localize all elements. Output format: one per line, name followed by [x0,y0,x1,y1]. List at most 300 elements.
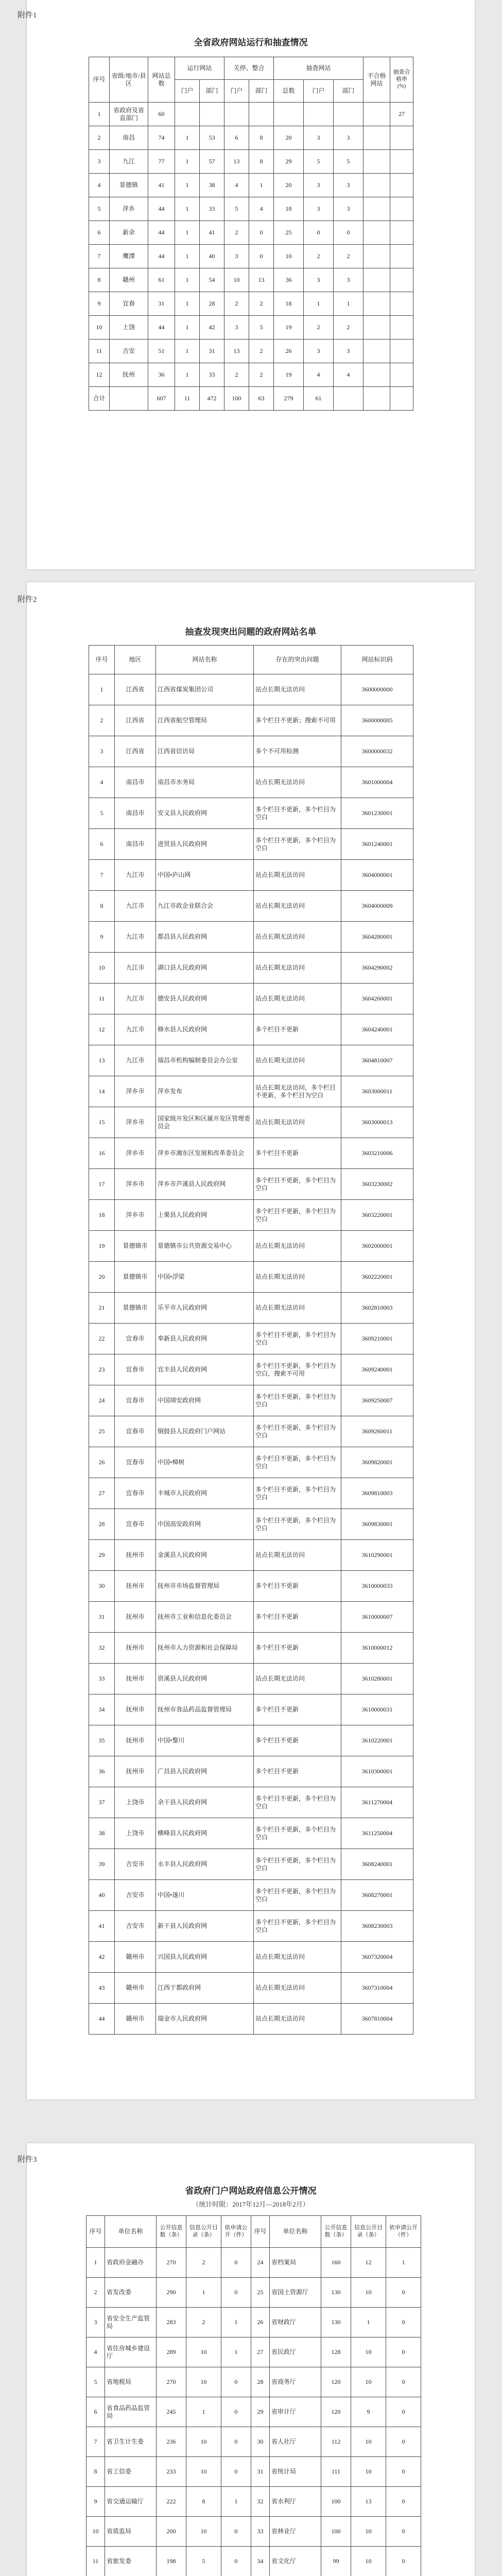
t2-cell: 宜春市 [115,1447,156,1478]
t1-cell [390,245,413,268]
t1-cell: 38 [200,174,224,197]
t2-cell: 3610000007 [341,1602,413,1633]
t3-cell: 0 [221,2427,251,2457]
t2-cell: 41 [89,1911,115,1942]
t2-cell: 南昌市 [115,767,156,798]
t1-cell: 44 [148,245,175,268]
t3-cell: 1 [186,2278,221,2308]
t2-cell: 3609810003 [341,1478,413,1509]
t1-h-check-portal: 门户 [304,80,334,103]
t2-cell: 站点长期无法访问 [254,860,341,891]
t3-cell: 省水利厅 [270,2487,321,2517]
t1-cell: 2 [249,340,274,363]
t3-cell: 111 [321,2457,351,2487]
t3-cell: 10 [186,2367,221,2397]
t2-cell: 江西省 [115,674,156,705]
t3-cell: 270 [157,2248,186,2278]
t1-cell: 1 [175,197,200,221]
t2-cell: 兴国县人民政府网 [156,1942,254,1973]
t1-cell: 3 [334,197,363,221]
t2-cell: 18 [89,1200,115,1231]
t2-cell: 抚州市工业和信息化委员会 [156,1602,254,1633]
t1-cell: 3 [304,197,334,221]
t3-cell: 32 [251,2487,270,2517]
t2-cell: 瑞昌市机构编制委员会办公室 [156,1045,254,1076]
t3-cell: 省财政厅 [270,2308,321,2337]
t1-cell: 抚州 [110,363,148,387]
t3-cell: 省发改委 [105,2278,157,2308]
t2-cell: 赣州市 [115,1942,156,1973]
t3-cell: 222 [157,2487,186,2517]
t1-cell: 1 [304,292,334,316]
table-row [86,2547,421,2576]
t2-cell: 宜春市 [115,1509,156,1540]
table1 [89,57,413,411]
t2-cell: 3601230001 [341,798,413,829]
t3-cell: 112 [321,2427,351,2457]
t2-cell: 资溪县人民政府网 [156,1664,254,1694]
t2-cell: 新干县人民政府网 [156,1911,254,1942]
t3-cell: 130 [321,2278,351,2308]
t2-cell: 3611270004 [341,1787,413,1818]
t2-cell: 多个栏目不更新 [254,1014,341,1045]
t1-cell: 77 [148,150,175,174]
t1-cell: 54 [200,268,224,292]
t1-cell: 60 [148,103,175,126]
t2-cell: 38 [89,1818,115,1849]
table-row [89,1014,413,1045]
t2-cell: 九江市 [115,860,156,891]
t1-cell: 3 [334,126,363,150]
t2-cell: 3 [89,736,115,767]
t3-cell: 省文化厅 [270,2547,321,2576]
t1-h-dept: 部门 [200,80,224,103]
t1-h-rate: 抽查合格率(%) [390,57,413,103]
t3-cell: 省住房城乡建设厅 [105,2337,157,2367]
t3-cell: 省交通运输厅 [105,2487,157,2517]
t2-cell: 萍乡市 [115,1169,156,1200]
t2-cell: 24 [89,1385,115,1416]
t2-cell: 3610300001 [341,1756,413,1787]
t2-cell: 30 [89,1571,115,1602]
table-row [89,953,413,984]
t1-cell: 3 [334,268,363,292]
attachment-label-2: 附件2 [18,596,37,604]
t1-h-portal: 门户 [175,80,200,103]
t3-cell: 省质监局 [105,2517,157,2547]
t2-cell: 吉安市 [115,1849,156,1880]
t3-cell: 省商务厅 [270,2367,321,2397]
table-row [89,767,413,798]
t1-cell [390,268,413,292]
t1-cell: 472 [200,387,224,411]
t1-cell: 2 [89,126,110,150]
t2-cell: 3609830001 [341,1509,413,1540]
t2-cell: 九江市 [115,891,156,922]
t2-cell: 抚州市 [115,1725,156,1756]
t2-cell: 3601000004 [341,767,413,798]
t1-cell: 13 [224,150,249,174]
t2-cell: 多个栏目不更新，多个栏目为空白 [254,1478,341,1509]
t2-cell: 上饶市 [115,1787,156,1818]
t2-cell: 3610000012 [341,1633,413,1664]
t1-cell: 省政府及省直部门 [110,103,148,126]
t1-cell: 0 [304,221,334,245]
table-row [86,2517,421,2547]
table-row [89,1849,413,1880]
table-row [89,1602,413,1633]
t2-cell: 多个栏目不更新，多个栏目为空白 [254,1509,341,1540]
t2-cell: 28 [89,1509,115,1540]
table-row [89,1478,413,1509]
t1-h-seq: 序号 [89,57,110,103]
t1-h-checked: 抽查网站 [274,57,363,80]
table-row [89,221,413,245]
t3-cell: 30 [251,2427,270,2457]
table-row [86,2308,421,2337]
t1-cell [390,363,413,387]
t1-cell: 上饶 [110,316,148,340]
t1-cell: 20 [274,126,304,150]
t2-cell: 中国靖安政府网 [156,1385,254,1416]
t1-cell: 2 [249,363,274,387]
t3-cell: 12 [351,2248,386,2278]
t1-cell [363,316,390,340]
t2-cell: 国家级开发区和区属开发区管理委员会 [156,1107,254,1138]
t1-cell: 74 [148,126,175,150]
t2-cell: 赣州市 [115,1973,156,2004]
t3-h-unit-b: 单位名称 [270,2216,321,2248]
t1-cell [363,103,390,126]
t2-h-area: 地区 [115,646,156,674]
t2-cell: 3610000033 [341,1571,413,1602]
t2-cell: 萍乡发布 [156,1076,254,1107]
t2-cell: 都昌县人民政府网 [156,922,254,953]
t1-cell [363,268,390,292]
t2-cell: 余干县人民政府网 [156,1787,254,1818]
t1-cell: 1 [249,174,274,197]
t2-cell: 31 [89,1602,115,1633]
t2-cell: 多个栏目不更新，多个栏目为空白 [254,1200,341,1231]
t1-cell [390,340,413,363]
t1-cell: 40 [200,245,224,268]
t1-cell: 5 [89,197,110,221]
t2-cell: 多个栏目不更新，多个栏目为空白 [254,1911,341,1942]
table3 [86,2215,421,2576]
t2-cell: 上饶市 [115,1818,156,1849]
t3-h-unit-a: 单位名称 [105,2216,157,2248]
t2-cell: 43 [89,1973,115,2004]
t1-cell: 33 [200,197,224,221]
t2-cell: 3602810003 [341,1293,413,1324]
t2-cell: 萍乡市 [115,1076,156,1107]
table-row [89,1293,413,1324]
t1-cell: 1 [175,245,200,268]
t1-cell: 29 [274,150,304,174]
t1-cell: 1 [175,126,200,150]
t3-cell: 120 [321,2397,351,2427]
t3-cell: 33 [251,2517,270,2547]
t1-cell: 新余 [110,221,148,245]
t2-cell: 3600000005 [341,705,413,736]
t1-cell: 鹰潭 [110,245,148,268]
t3-cell: 省档案局 [270,2248,321,2278]
t1-cell: 5 [249,316,274,340]
t1-cell: 13 [249,268,274,292]
t1-cell: 57 [200,150,224,174]
table3-note: （统计时限：2017年12月—2018年2月） [192,2200,309,2208]
t3-cell: 10 [186,2427,221,2457]
t3-cell: 1 [221,2308,251,2337]
t1-cell: 8 [89,268,110,292]
t2-cell: 站点长期无法访问 [254,1973,341,2004]
t1-cell: 4 [224,174,249,197]
t3-h-info-a: 公开信息数（条） [157,2216,186,2248]
t2-cell: 15 [89,1107,115,1138]
table-row [89,1818,413,1849]
t3-cell: 2 [186,2248,221,2278]
t3-cell: 0 [386,2457,421,2487]
t2-cell: 湖口县人民政府网 [156,953,254,984]
t1-cell [390,197,413,221]
t3-cell: 省旅发委 [105,2547,157,2576]
t2-cell: 进贤县人民政府网 [156,829,254,860]
t1-cell [363,126,390,150]
t2-cell: 抚州市 [115,1756,156,1787]
t3-cell: 233 [157,2457,186,2487]
t2-cell: 宜春市 [115,1416,156,1447]
page-3 [18,2143,475,2576]
t3-cell: 283 [157,2308,186,2337]
t1-cell: 44 [148,316,175,340]
t3-cell: 10 [351,2457,386,2487]
table-row [89,1138,413,1169]
t1-cell: 宜春 [110,292,148,316]
t1-cell: 萍乡 [110,197,148,221]
table-row [86,2487,421,2517]
table-row [89,103,413,126]
t2-cell: 抚州市 [115,1664,156,1694]
t2-cell: 13 [89,1045,115,1076]
t1-cell: 7 [89,245,110,268]
t1-cell: 1 [175,174,200,197]
t3-cell: 31 [251,2457,270,2487]
t2-cell: 中国•遂川 [156,1880,254,1911]
t3-cell: 10 [351,2337,386,2367]
t2-cell: 多个栏目不更新，多个栏目为空白 [254,1385,341,1416]
table-row [89,174,413,197]
t2-cell: 站点长期无法访问 [254,891,341,922]
t1-cell: 赣州 [110,268,148,292]
t3-cell: 130 [321,2308,351,2337]
t1-cell: 2 [224,292,249,316]
t3-cell: 省食品药品监管局 [105,2397,157,2427]
t3-h-seq-a: 序号 [86,2216,105,2248]
t2-cell: 南昌市 [115,798,156,829]
t2-cell: 3611250004 [341,1818,413,1849]
t2-cell: 多个栏目不更新，多个栏目为空白 [254,829,341,860]
t1-cell: 4 [334,363,363,387]
table-row [89,1045,413,1076]
t1-cell: 8 [249,150,274,174]
t1-cell: 25 [274,221,304,245]
table-row [89,829,413,860]
t1-cell: 吉安 [110,340,148,363]
t1-cell [110,387,148,411]
table-row [89,126,413,150]
t1-cell: 3 [334,340,363,363]
t2-cell: 多个栏目不更新 [254,1756,341,1787]
t1-cell: 3 [304,268,334,292]
t2-cell: 九江市 [115,953,156,984]
table-row [86,2457,421,2487]
t2-cell: 宜春市 [115,1478,156,1509]
t2-cell: 3603000011 [341,1076,413,1107]
t3-cell: 1 [351,2308,386,2337]
t3-cell: 28 [251,2367,270,2397]
t1-cell: 10 [89,316,110,340]
t2-cell: 宜春市 [115,1324,156,1354]
table-row [89,1756,413,1787]
t2-cell: 多个不可用检测 [254,736,341,767]
t1-h-fail: 不合格网站 [363,57,390,103]
t3-cell: 1 [221,2487,251,2517]
t2-cell: 3604260001 [341,984,413,1014]
t1-cell: 2 [249,292,274,316]
table-row [89,340,413,363]
t2-cell: 3604290002 [341,953,413,984]
t1-cell: 44 [148,221,175,245]
t2-cell: 多个栏目不更新，多个栏目为空白 [254,1169,341,1200]
t3-cell: 160 [321,2248,351,2278]
t3-cell: 省林业厅 [270,2517,321,2547]
t2-cell: 3609240001 [341,1354,413,1385]
t3-cell: 10 [86,2517,105,2547]
t1-cell: 61 [148,268,175,292]
table3-title: 省政府门户网站政府信息公开情况 [185,2186,317,2196]
t3-h-dir-a: 信息公开目录（条） [186,2216,221,2248]
table-row [89,197,413,221]
t1-cell [363,221,390,245]
t3-cell: 11 [86,2547,105,2576]
t1-cell [224,103,249,126]
t3-cell: 10 [186,2457,221,2487]
t2-cell: 德安县人民政府网 [156,984,254,1014]
table-row [89,1664,413,1694]
t3-cell: 8 [186,2487,221,2517]
t3-h-req-a: 依申请公开（件） [221,2216,251,2248]
t2-cell: 多个栏目不更新，多个栏目为空白 [254,1324,341,1354]
t2-cell: 多个栏目不更新，多个栏目为空白 [254,1416,341,1447]
t2-cell: 16 [89,1138,115,1169]
t2-cell: 12 [89,1014,115,1045]
t1-cell [274,103,304,126]
t3-cell: 10 [186,2337,221,2367]
t1-cell: 6 [89,221,110,245]
t1-cell: 1 [175,292,200,316]
t3-cell: 9 [86,2487,105,2517]
t2-cell: 多个栏目不更新 [254,1694,341,1725]
attachment-label-1: 附件1 [18,11,37,20]
table-row [89,798,413,829]
table-row [89,1447,413,1478]
t2-cell: 多个栏目不更新，多个栏目为空白 [254,1787,341,1818]
t1-cell [249,103,274,126]
t3-cell: 5 [86,2367,105,2397]
t1-cell: 2 [334,316,363,340]
t2-cell: 多个栏目不更新，多个栏目为空白 [254,1880,341,1911]
t3-cell: 4 [86,2337,105,2367]
t2-cell: 景德镇市 [115,1262,156,1293]
t2-cell: 23 [89,1354,115,1385]
t3-cell: 0 [221,2367,251,2397]
t1-cell [390,150,413,174]
table-row [89,1076,413,1107]
t1-cell [363,197,390,221]
t3-cell: 1 [221,2337,251,2367]
t2-cell: 铜鼓县人民政府门户网站 [156,1416,254,1447]
t2-cell: 中国•庐山网 [156,860,254,891]
t1-cell: 0 [249,221,274,245]
t2-cell: 3603210006 [341,1138,413,1169]
t2-cell: 3604280001 [341,922,413,953]
table-row [89,1694,413,1725]
t2-cell: 20 [89,1262,115,1293]
t1-cell: 1 [89,103,110,126]
table-row [89,860,413,891]
t2-h-site: 网站名称 [156,646,254,674]
table-row [89,1725,413,1756]
t1-cell: 36 [148,363,175,387]
t2-cell: 金溪县人民政府网 [156,1540,254,1571]
t3-cell: 9 [351,2397,386,2427]
t2-cell: 多个栏目不更新 [254,1571,341,1602]
t1-cell: 6 [224,126,249,150]
table-row [89,1416,413,1447]
t1-cell: 3 [224,245,249,268]
t2-cell: 3607810004 [341,2004,413,2035]
t3-h-req-b: 依申请公开（件） [386,2216,421,2248]
table-row [89,150,413,174]
t1-cell: 63 [249,387,274,411]
t1-cell: 2 [304,316,334,340]
table-row [89,2004,413,2035]
t1-cell [363,363,390,387]
table-row [86,2278,421,2308]
t3-cell: 0 [386,2278,421,2308]
table-row [89,1880,413,1911]
t2-cell: 多个栏目不更新，多个栏目为空白 [254,798,341,829]
t2-cell: 3607320004 [341,1942,413,1973]
t1-cell: 3 [334,174,363,197]
t2-cell: 29 [89,1540,115,1571]
t1-cell: 19 [274,316,304,340]
t3-cell: 0 [221,2248,251,2278]
t2-cell: 抚州市 [115,1694,156,1725]
t1-cell: 4 [89,174,110,197]
t1-cell [304,103,334,126]
t2-cell: 瑞金市人民政府网 [156,2004,254,2035]
t1-cell [390,387,413,411]
t2-cell: 8 [89,891,115,922]
t1-cell: 3 [89,150,110,174]
t3-cell: 0 [386,2397,421,2427]
t2-cell: 3609210001 [341,1324,413,1354]
t3-cell: 省审计厅 [270,2397,321,2427]
t3-cell: 27 [251,2337,270,2367]
t3-cell: 24 [251,2248,270,2278]
t3-cell: 2 [86,2278,105,2308]
